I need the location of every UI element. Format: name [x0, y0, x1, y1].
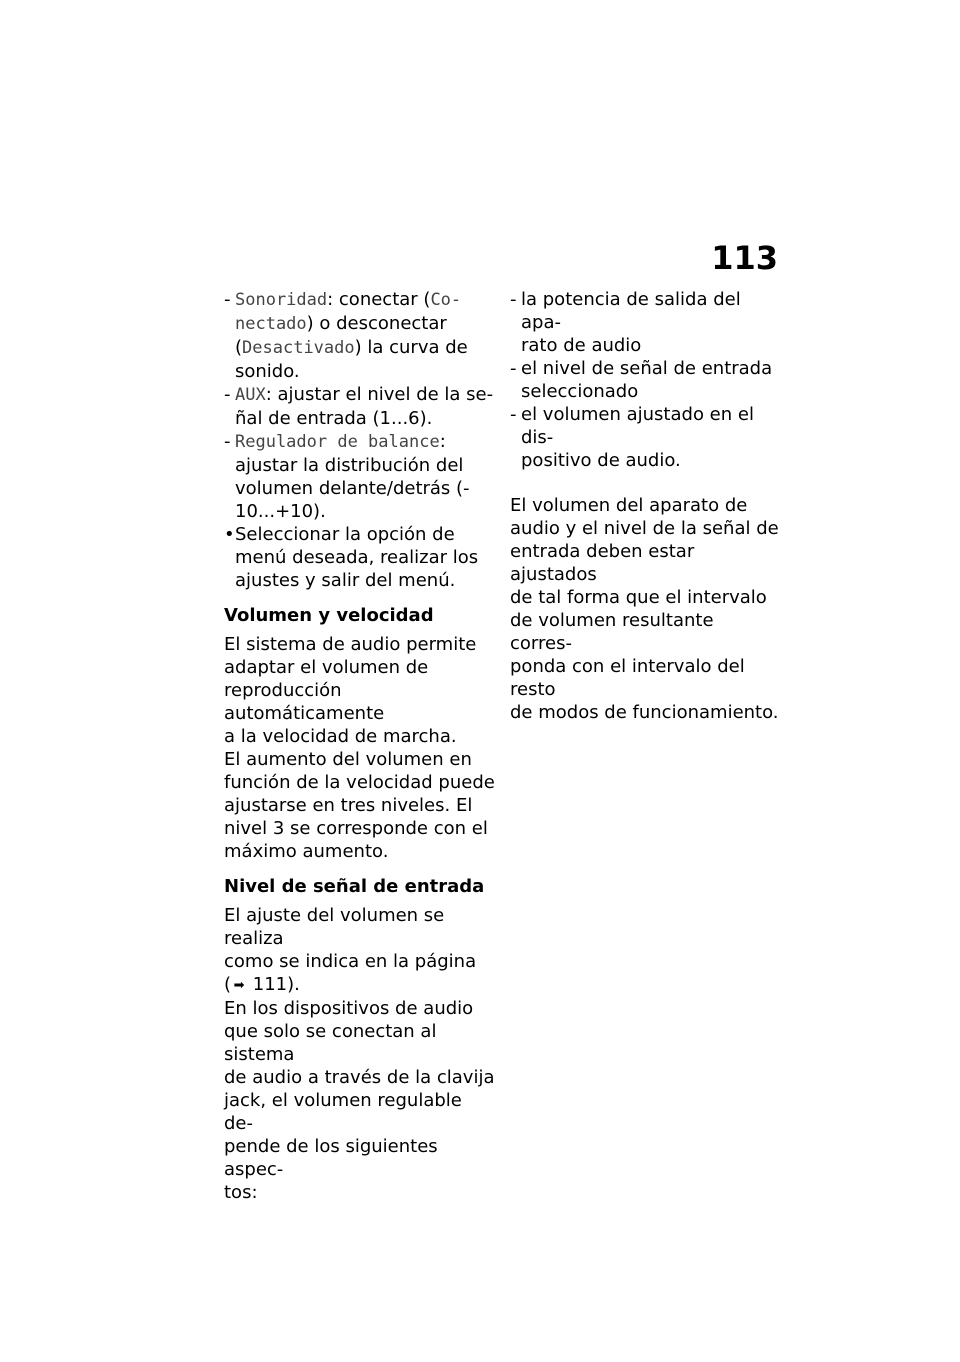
paragraph-line: a la velocidad de marcha.: [224, 726, 457, 747]
page-reference[interactable]: [224, 973, 496, 997]
reference-paren: (: [224, 974, 232, 995]
list-item-line: el volumen ajustado en el dis-: [521, 404, 754, 448]
list-item-line: ñal de entrada (1...6).: [235, 408, 433, 429]
list-item-line: la potencia de salida del apa-: [521, 289, 741, 333]
section-heading-volumen-velocidad: Volumen y velocidad: [224, 605, 434, 626]
arrow-right-icon: ➡: [233, 978, 245, 993]
reference-page: 111).: [247, 974, 300, 995]
list-item-line: ajustes y salir del menú.: [235, 570, 456, 591]
left-column: [224, 288, 496, 1204]
section-heading-nivel-senal: Nivel de señal de entrada: [224, 876, 485, 897]
paragraph-line: El sistema de audio permite: [224, 634, 477, 655]
dash-bullet: -: [510, 358, 517, 379]
paragraph-line: máximo aumento.: [224, 841, 389, 862]
list-item: [510, 357, 780, 403]
paragraph-line: función de la velocidad puede: [224, 772, 495, 793]
list-item: [510, 288, 780, 357]
list-item-line: 10...+10).: [235, 501, 326, 522]
paragraph-line: El ajuste del volumen se realiza: [224, 905, 445, 949]
list-item-text: : conectar (: [327, 289, 431, 310]
list-item-text: : ajustar el nivel de la se-: [265, 384, 494, 405]
round-bullet: •: [224, 524, 235, 545]
dash-bullet: -: [224, 384, 231, 405]
list-item-line: [235, 336, 496, 360]
paragraph-line: ponda con el intervalo del resto: [510, 656, 745, 700]
list-item-sonoridad: [224, 288, 496, 383]
paragraph-line: pende de los siguientes aspec-: [224, 1136, 438, 1180]
dash-bullet: -: [510, 404, 517, 425]
dash-bullet: -: [510, 289, 517, 310]
paragraph-line: En los dispositivos de audio: [224, 998, 474, 1019]
list-item-text: ) la curva de: [354, 337, 468, 358]
dash-bullet: -: [224, 431, 231, 452]
list-item-instruction: [224, 523, 496, 592]
list-item-line: rato de audio: [521, 335, 642, 356]
paragraph-line: reproducción automáticamente: [224, 680, 385, 724]
paragraph-line: de volumen resultante corres-: [510, 610, 714, 654]
paragraph-line: de audio a través de la clavija: [224, 1067, 495, 1088]
paragraph-line: adaptar el volumen de: [224, 657, 429, 678]
paragraph-line: como se indica en la página: [224, 951, 477, 972]
right-column: [510, 288, 780, 724]
paragraph: [224, 748, 496, 863]
paragraph-line: de tal forma que el intervalo: [510, 587, 767, 608]
menu-term: Regulador de balance: [235, 432, 440, 452]
menu-term: nectado: [235, 314, 307, 334]
menu-term: AUX: [235, 385, 266, 405]
list-item-line: [235, 383, 496, 407]
menu-term: Desactivado: [242, 338, 355, 358]
list-item-line: [235, 288, 496, 312]
spacer: [510, 472, 780, 494]
list-item-line: ajustar la distribución del: [235, 455, 464, 476]
paragraph-line: nivel 3 se corresponde con el: [224, 818, 488, 839]
paragraph-line: El volumen del aparato de: [510, 495, 748, 516]
list-item-line: volumen delante/detrás (-: [235, 478, 470, 499]
paragraph-line: entrada deben estar ajustados: [510, 541, 695, 585]
paragraph-line: de modos de funcionamiento.: [510, 702, 779, 723]
paragraph: [224, 997, 496, 1204]
paragraph-line: que solo se conectan al sistema: [224, 1021, 437, 1065]
paragraph-line: audio y el nivel de la señal de: [510, 518, 779, 539]
list-item-balance: [224, 430, 496, 523]
menu-term: Sonoridad: [235, 290, 328, 310]
list-item: [510, 403, 780, 472]
list-item-line: [235, 312, 496, 336]
menu-term: Co-: [430, 290, 462, 310]
page-number: 113: [711, 239, 778, 277]
list-item-text: :: [439, 431, 446, 452]
dash-bullet: -: [224, 289, 231, 310]
paragraph: [224, 904, 496, 997]
list-item-line: seleccionado: [521, 381, 639, 402]
list-item-line: [235, 430, 496, 454]
list-item-line: sonido.: [235, 361, 300, 382]
list-item-text: (: [235, 337, 243, 358]
list-item-text: ) o desconectar: [306, 313, 447, 334]
list-item-line: menú deseada, realizar los: [235, 547, 479, 568]
paragraph-line: jack, el volumen regulable de-: [224, 1090, 462, 1134]
paragraph: [224, 633, 496, 748]
list-item-aux: [224, 383, 496, 430]
paragraph-line: tos:: [224, 1182, 258, 1203]
list-item-line: positivo de audio.: [521, 450, 681, 471]
list-item-line: el nivel de señal de entrada: [521, 358, 773, 379]
paragraph-line: ajustarse en tres niveles. El: [224, 795, 473, 816]
paragraph-line: El aumento del volumen en: [224, 749, 472, 770]
paragraph: [510, 494, 780, 724]
list-item-line: Seleccionar la opción de: [235, 524, 455, 545]
